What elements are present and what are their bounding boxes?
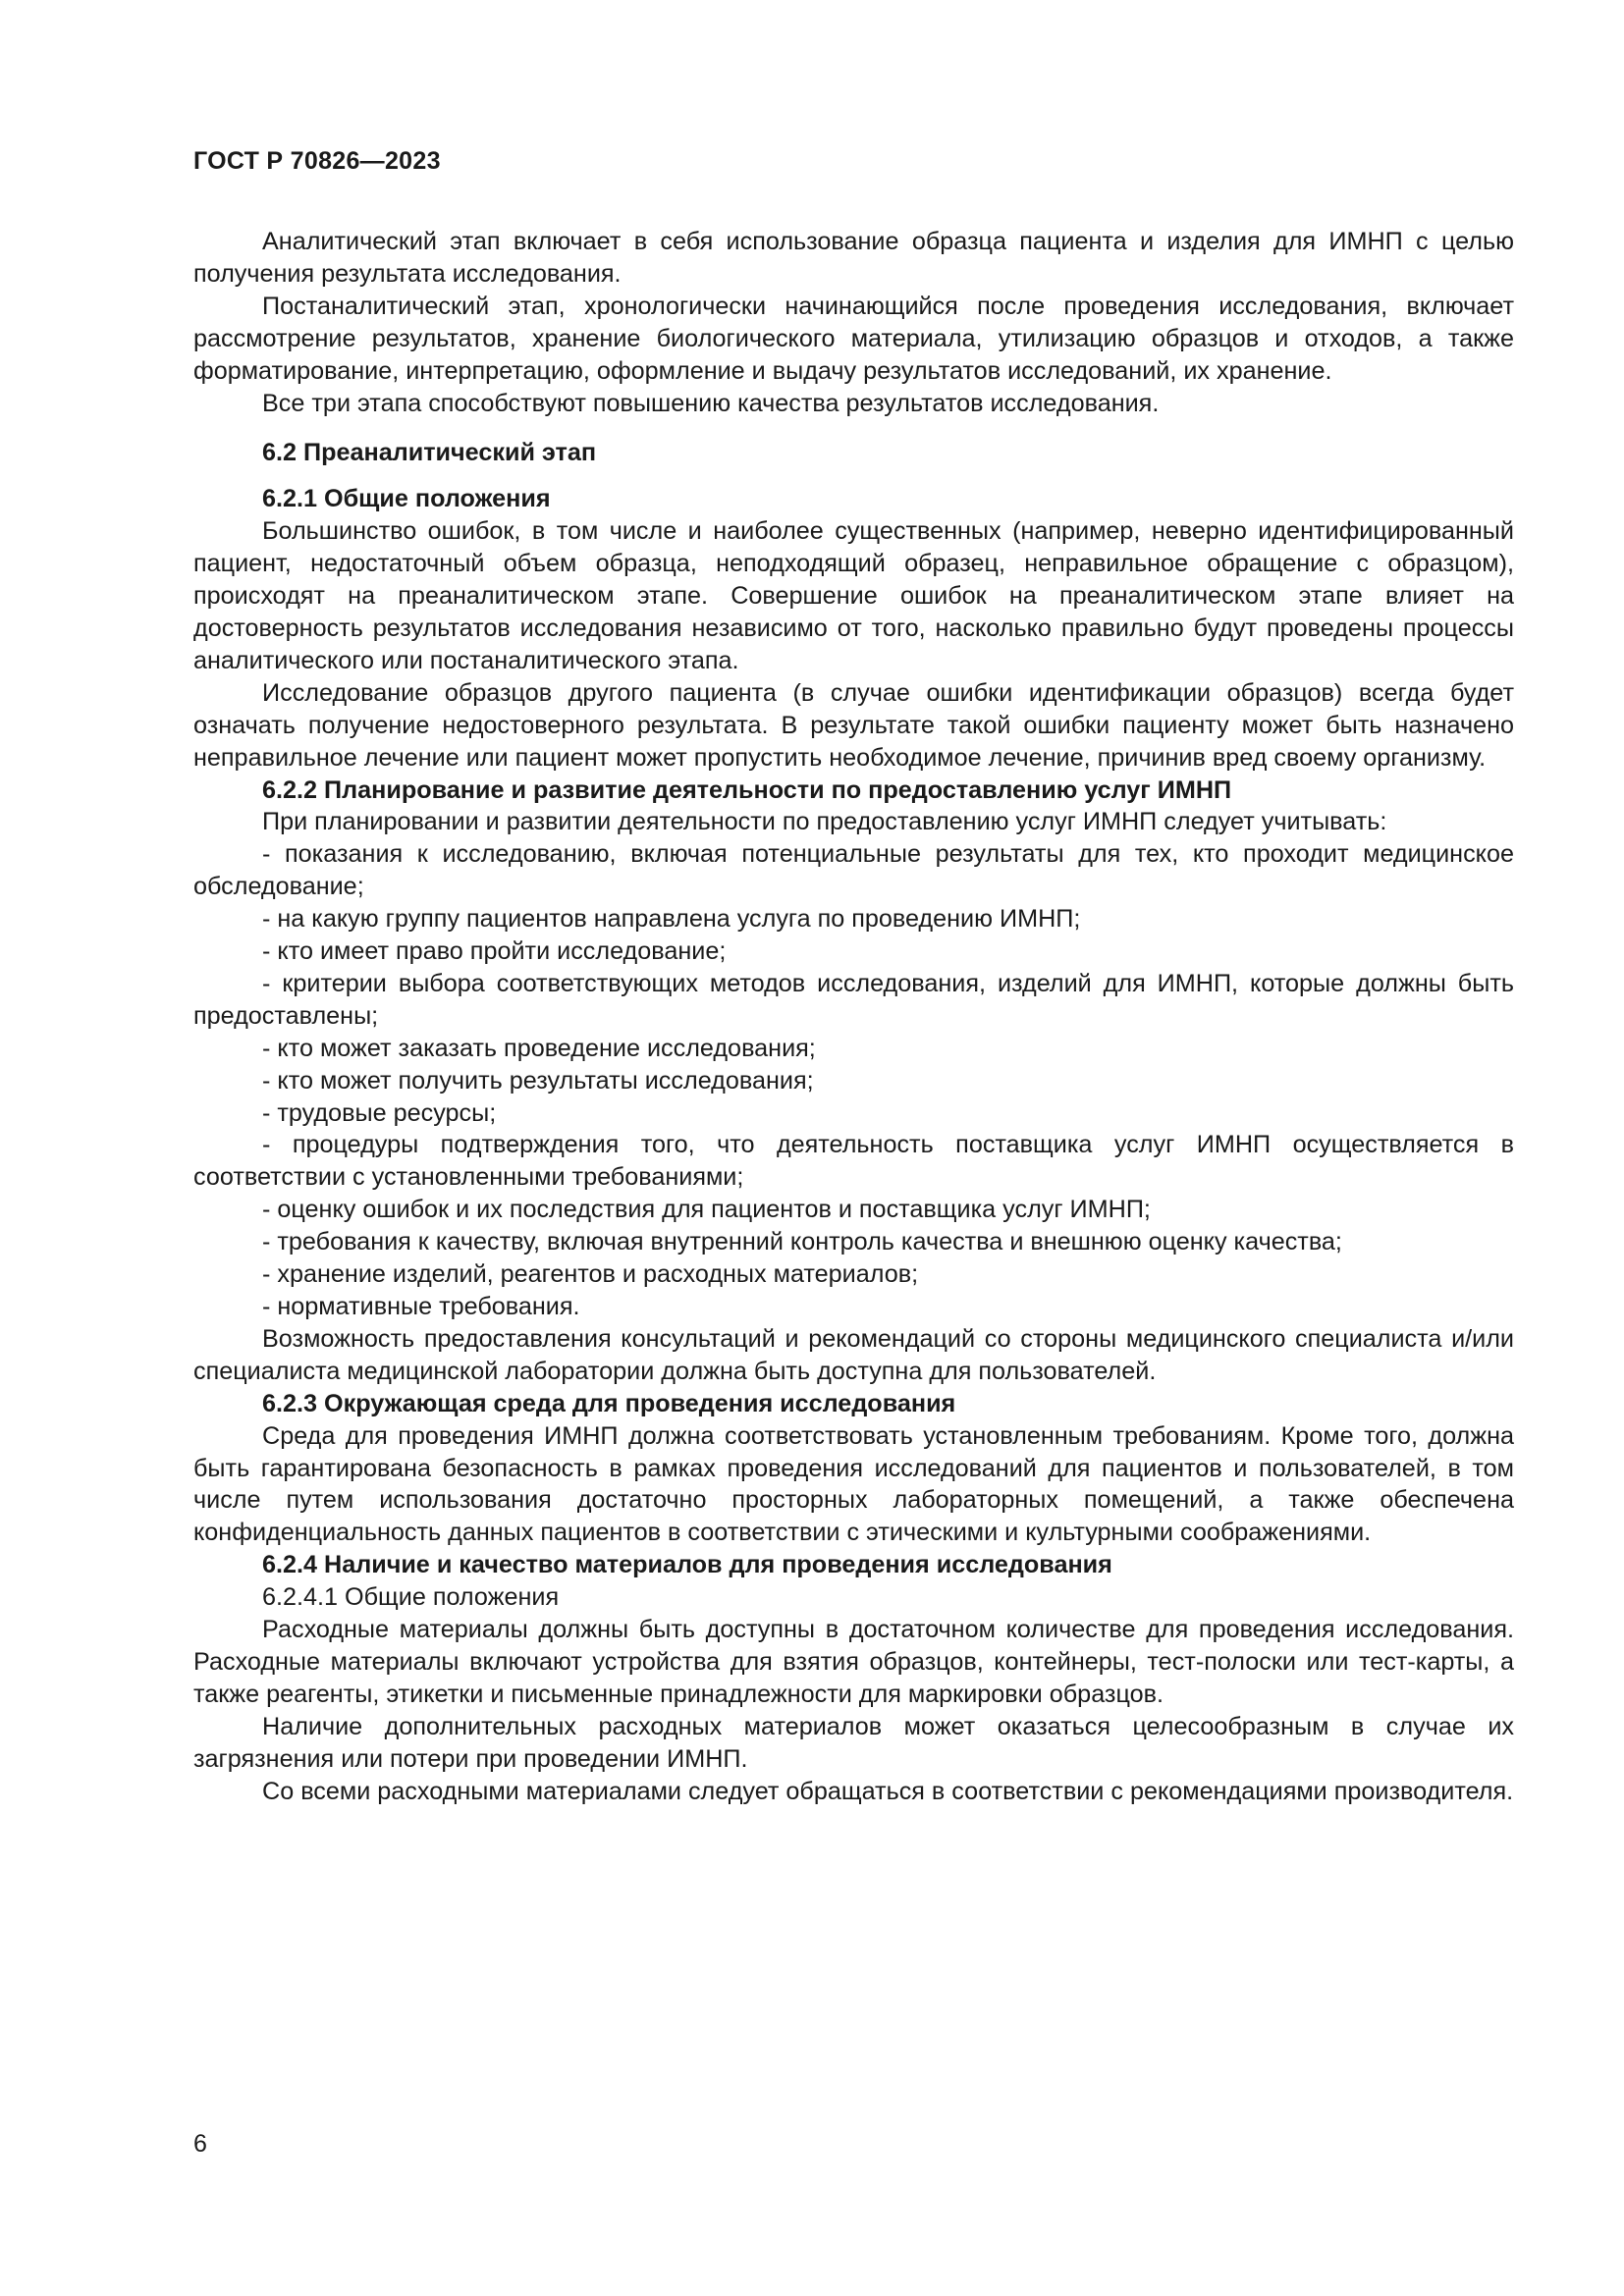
list-item: - кто может получить результаты исследования; (262, 1066, 814, 1095)
paragraph-6-2-4-1-handling: Со всеми расходными материалами следует обращаться в соответствии с рекомендациями производителя. (262, 1777, 1514, 1805)
list-item: - требования к качеству, включая внутренний контроль качества и внешнюю оценку качества; (262, 1228, 1342, 1256)
section-heading-6-2: 6.2 Преаналитический этап (262, 439, 597, 467)
document-body (193, 226, 1514, 1808)
list-item: - кто может заказать проведение исследования; (262, 1034, 816, 1062)
document-code-header: ГОСТ Р 70826—2023 (193, 147, 441, 175)
list-item: - трудовые ресурсы; (262, 1098, 497, 1127)
list-item: - процедуры подтверждения того, что деятельность поставщика услуг ИМНП осуществляется в соответствии с установленными требованиями; (193, 1131, 1514, 1192)
page-number: 6 (193, 2130, 207, 2158)
list-item: - нормативные требования. (262, 1293, 580, 1320)
paragraph-6-2-1-other-patient: Исследование образцов другого пациента (в случае ошибки идентификации образцов) всегда будет означать получение недостоверного результата. В результате такой ошибки пациенту может быть назначено неправильное лечение или пациент может пропустить необходимое лечение, причинив вред своему организму. (193, 678, 1514, 772)
list-item: - оценку ошибок и их последствия для пациентов и поставщика услуг ИМНП; (262, 1196, 1151, 1224)
paragraph-postanalytic-stage: Постаналитический этап, хронологически начинающийся после проведения исследования, включает рассмотрение результатов, хранение биологического материала, утилизацию образцов и отходов, а также форматирование, интерпретацию, оформление и выдачу результатов исследований, их хранение. (193, 292, 1514, 385)
list-item: - хранение изделий, реагентов и расходных материалов; (262, 1260, 919, 1289)
list-item: - критерии выбора соответствующих методов исследования, изделий для ИМНП, которые должны быть предоставлены; (193, 969, 1514, 1030)
section-heading-6-2-3: 6.2.3 Окружающая среда для проведения исследования (262, 1389, 956, 1417)
paragraph-analytic-stage: Аналитический этап включает в себя использование образца пациента и изделия для ИМНП с целью получения результата исследования. (193, 228, 1514, 288)
section-heading-6-2-4-1: 6.2.4.1 Общие положения (262, 1583, 560, 1612)
paragraph-6-2-4-1-supplies: Расходные материалы должны быть доступны в достаточном количестве для проведения исследования. Расходные материалы включают устройства для взятия образцов, контейнеры, тест-полоски или тест-карты, а также реагенты, этикетки и письменные принадлежности для маркировки образцов. (193, 1616, 1514, 1708)
paragraph-three-stages: Все три этапа способствуют повышению качества результатов исследования. (262, 389, 1160, 417)
list-6-2-2-considerations (193, 838, 1514, 1323)
paragraph-6-2-3-environment: Среда для проведения ИМНП должна соответствовать установленным требованиям. Кроме того, должна быть гарантирована безопасность в рамках проведения исследований для пациентов и пользователей, в том числе путем использования достаточно просторных лабораторных помещений, а также обеспечена конфиденциальность данных пациентов в соответствии с этическими и культурными соображениями. (193, 1421, 1514, 1547)
paragraph-6-2-1-errors: Большинство ошибок, в том числе и наиболее существенных (например, неверно идентифицированный пациент, недостаточный объем образца, неподходящий образец, неправильное обращение с образцом), происходят на преаналитическом этапе. Совершение ошибок на преаналитическом этапе влияет на достоверность результатов исследования независимо от того, насколько правильно будут проведены процессы аналитического или постаналитического этапа. (193, 517, 1514, 674)
paragraph-6-2-4-1-extra-supplies: Наличие дополнительных расходных материалов может оказаться целесообразным в случае их загрязнения или потери при проведении ИМНП. (193, 1712, 1514, 1773)
section-heading-6-2-4: 6.2.4 Наличие и качество материалов для проведения исследования (262, 1551, 1112, 1579)
list-item: - кто имеет право пройти исследование; (262, 937, 727, 966)
paragraph-6-2-2-consultations: Возможность предоставления консультаций и рекомендаций со стороны медицинского специалиста и/или специалиста медицинской лаборатории должна быть доступна для пользователей. (193, 1324, 1514, 1385)
list-item: - на какую группу пациентов направлена услуга по проведению ИМНП; (262, 905, 1081, 934)
section-heading-6-2-2: 6.2.2 Планирование и развитие деятельности по предоставлению услуг ИМНП (262, 775, 1232, 804)
paragraph-6-2-2-intro: При планировании и развитии деятельности по предоставлению услуг ИМНП следует учитывать: (262, 808, 1387, 836)
section-heading-6-2-1: 6.2.1 Общие положения (262, 485, 551, 513)
list-item: - показания к исследованию, включая потенциальные результаты для тех, кто проходит медицинское обследование; (193, 840, 1514, 901)
